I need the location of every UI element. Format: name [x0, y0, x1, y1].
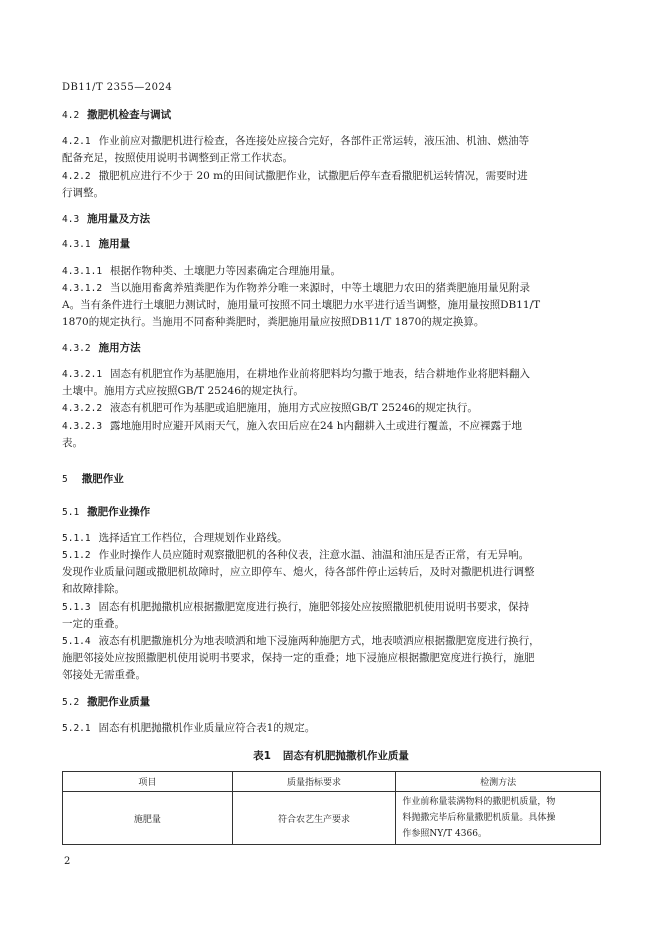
clause-number: 5.1.4: [62, 636, 91, 647]
clause-text: 根据作物种类、土壤肥力等因素确定合理施用量。: [110, 265, 342, 277]
clause-number: 5.1.1: [62, 533, 91, 544]
method-line: 作参照NY/T 4366。: [402, 829, 487, 839]
clause-title: 撒肥机检查与调试: [87, 109, 172, 121]
clause-4-3-2-1: [62, 366, 602, 383]
clause-text: 作业时操作人员应随时观察撒肥机的各种仪表，注意水温、油温和油压是否正常，有无异响。: [98, 549, 530, 561]
clause-number: 5.1: [62, 507, 80, 518]
clause-4-3-1-1: [62, 263, 602, 280]
clause-text: 作业前应对撒肥机进行检查，各连接处应接合完好，各部件正常运转，液压油、机油、燃油等: [98, 135, 530, 147]
clause-continuation: 表。: [62, 437, 83, 449]
table-cell-item: 施肥量: [63, 792, 233, 845]
doc-code-header: DB11/T 2355—2024: [62, 82, 173, 93]
clause-text: 固态有机肥宜作为基肥施用，在耕地作业前将肥料均匀撒于地表，结合耕地作业将肥料翻入: [110, 368, 531, 380]
method-line: 作业前称量装满物料的撒肥机质量，物: [402, 797, 556, 807]
clause-number: 5.2.1: [62, 723, 91, 734]
clause-5-1-1: [62, 530, 602, 547]
clause-4-3-2-2: [62, 400, 602, 417]
clause-text: 固态有机肥抛撒机作业质量应符合表1的规定。: [98, 722, 316, 734]
section-heading-5-1: [62, 504, 602, 521]
clause-5-1-4: [62, 633, 602, 650]
table-cell-method: [396, 792, 601, 845]
clause-4-3-1-2: [62, 280, 602, 297]
clause-text: 液态有机肥撒施机分为地表喷洒和地下浸施两种施肥方式，地表喷洒应根据撒肥宽度进行换行，: [98, 635, 540, 647]
clause-continuation: A。当有条件进行土壤肥力测试时，施用量可按照不同土壤肥力水平进行适当调整，施用量按照DB11/T: [62, 299, 541, 311]
quality-table: [62, 771, 601, 845]
clause-number: 4.3.1.1: [62, 266, 103, 277]
section-heading-5-2: [62, 694, 602, 711]
clause-continuation: 和故障排除。: [62, 583, 125, 595]
section-heading-4-2: [62, 107, 602, 124]
clause-5-1-2: [62, 547, 602, 564]
clause-continuation: 配备充足，按照使用说明书调整到正常工作状态。: [62, 152, 293, 164]
table-header-cell: 项目: [63, 772, 233, 792]
clause-number: 4.2.2: [62, 171, 91, 182]
clause-4-2-1: [62, 133, 602, 150]
clause-continuation: 施肥邻接处应按照撒肥机使用说明书要求，保持一定的重叠；地下浸施应根据撒肥宽度进行换行，施肥: [62, 652, 535, 664]
clause-number: 5: [62, 474, 68, 485]
clause-5-2-1: [62, 720, 602, 737]
clause-text: 撒肥机应进行不少于 20 m的田间试撒肥作业，试撒肥后停车查看撒肥机运转情况，需要时进: [98, 170, 528, 182]
clause-title: 撒肥作业质量: [87, 696, 151, 708]
section-heading-4-3: [62, 211, 602, 228]
section-heading-4-3-1: [62, 236, 602, 253]
table-caption-label: 表1: [253, 750, 271, 762]
clause-text: 当以施用畜禽养殖粪肥作为作物养分唯一来源时，中等土壤肥力农田的猪粪肥施用量见附录: [110, 282, 531, 294]
clause-number: 4.3.1.2: [62, 283, 103, 294]
clause-number: 4.3.2.1: [62, 369, 103, 380]
section-heading-4-3-2: [62, 340, 602, 357]
table-header-cell: 质量指标要求: [232, 772, 396, 792]
clause-continuation: 土壤中。施用方式应按照GB/T 25246的规定执行。: [62, 385, 304, 397]
table-caption: [0, 748, 662, 763]
clause-text: 露地施用时应避开风雨天气，施入农田后应在24 h内翻耕入土或进行覆盖，不应裸露于地: [110, 420, 523, 432]
clause-number: 5.1.3: [62, 602, 91, 613]
clause-5-1-3: [62, 599, 602, 616]
page-number: 2: [64, 856, 71, 867]
table-row: [63, 792, 601, 845]
clause-number: 4.2: [62, 110, 80, 121]
clause-number: 4.3.1: [62, 239, 91, 250]
clause-text: 选择适宜工作档位，合理规划作业路线。: [98, 532, 288, 544]
clause-continuation: 邻接处无需重叠。: [62, 669, 146, 681]
clause-number: 4.3.2: [62, 343, 91, 354]
clause-continuation: 发现作业质量问题或撒肥机故障时，应立即停车、熄火，待各部件停止运转后，及时对撒肥机进行调整: [62, 566, 535, 578]
clause-title: 撒肥作业: [81, 473, 124, 485]
table-header-cell: 检测方法: [396, 772, 601, 792]
clause-4-3-2-3: [62, 418, 602, 435]
clause-continuation: 1870的规定执行。当施用不同畜种粪肥时，粪肥施用量应按照DB11/T 1870的规定换算。: [62, 316, 485, 328]
clause-number: 4.2.1: [62, 136, 91, 147]
clause-text: 液态有机肥可作为基肥或追肥施用，施用方式应按照GB/T 25246的规定执行。: [110, 402, 478, 414]
clause-continuation: 一定的重叠。: [62, 618, 125, 630]
clause-number: 5.2: [62, 697, 80, 708]
clause-4-2-2: [62, 168, 602, 185]
clause-title: 施用方法: [98, 342, 141, 354]
clause-title: 撒肥作业操作: [87, 506, 151, 518]
clause-number: 4.3: [62, 214, 80, 225]
clause-text: 固态有机肥抛撒机应根据撒肥宽度进行换行，施肥邻接处应按照撒肥机使用说明书要求，保持: [98, 601, 530, 613]
table-caption-title: 固态有机肥抛撒机作业质量: [282, 750, 409, 762]
clause-number: 5.1.2: [62, 550, 91, 561]
table-cell-requirement: 符合农艺生产要求: [232, 792, 396, 845]
clause-title: 施用量及方法: [87, 213, 151, 225]
clause-number: 4.3.2.2: [62, 403, 103, 414]
clause-title: 施用量: [98, 238, 131, 250]
clause-continuation: 行调整。: [62, 187, 104, 199]
clause-number: 4.3.2.3: [62, 421, 103, 432]
method-line: 料抛撒完毕后称量撒肥机质量。具体操: [402, 813, 556, 823]
section-heading-5: [62, 471, 602, 488]
table-header-row: [63, 772, 601, 792]
